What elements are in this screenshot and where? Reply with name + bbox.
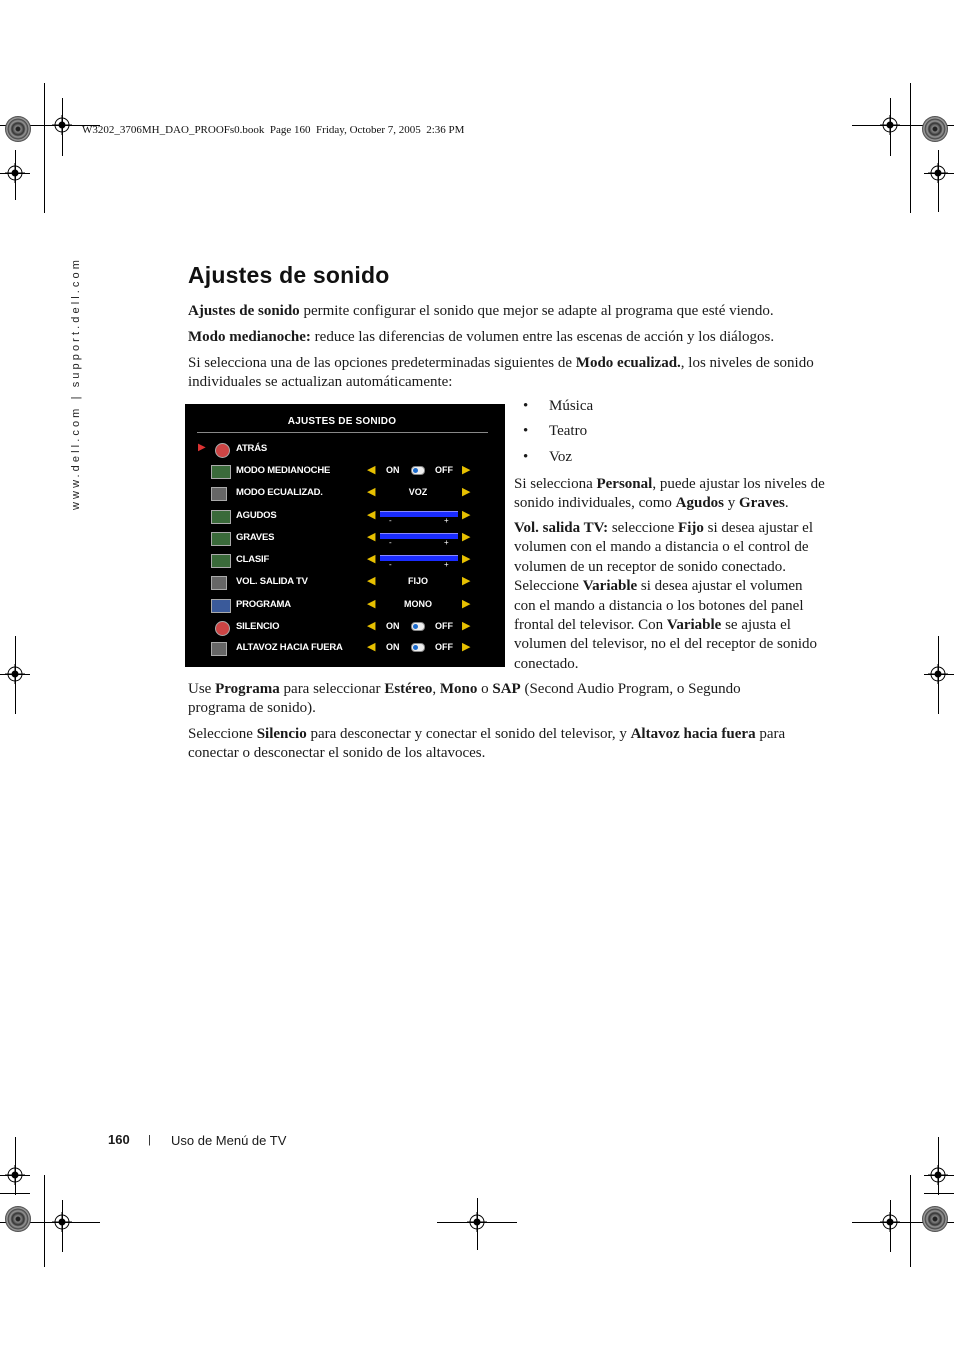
color-target-icon: [5, 1206, 31, 1232]
toggle-icon: [411, 622, 425, 631]
speaker-out-icon: [211, 642, 227, 656]
color-target-icon: [922, 1206, 948, 1232]
arrow-left-icon: ◀: [367, 486, 376, 498]
speaker-icon: [211, 487, 227, 501]
osd-row-programa: PROGRAMA ◀ MONO ▶: [185, 597, 505, 619]
osd-divider: [197, 432, 488, 433]
bass-icon: [211, 532, 231, 546]
mute-icon: [215, 621, 230, 636]
arrow-left-icon: ◀: [367, 598, 376, 610]
osd-row-modo-medianoche: MODO MEDIANOCHE ◀ ON OFF ▶: [185, 463, 505, 485]
color-target-icon: [5, 116, 31, 142]
arrow-left-icon: ◀: [367, 509, 376, 521]
tv-osd-menu: [185, 404, 505, 667]
osd-row-vol-salida-tv: VOL. SALIDA TV ◀ FIJO ▶: [185, 574, 505, 596]
paragraph-programa: Use Programa para seleccionar Estéreo, Mono o SAP (Second Audio Program, o Segundo programa de sonido).: [188, 681, 741, 717]
paragraph-intro: Ajustes de sonido permite configurar el sonido que mejor se adapte al programa que esté viendo.: [188, 303, 774, 319]
registration-mark-icon: [5, 163, 25, 183]
arrow-right-icon: ▶: [462, 620, 471, 632]
arrow-left-icon: ◀: [367, 575, 376, 587]
registration-mark-icon: [880, 115, 900, 135]
arrow-right-icon: ▶: [462, 575, 471, 587]
osd-row-atras: ▶ ATRÁS: [185, 441, 505, 463]
audio-out-icon: [211, 576, 227, 590]
paragraph-silencio: Seleccione Silencio para desconectar y conectar el sonido del televisor, y Altavoz hacia fuera para conectar o desconectar el sonido de los altavoces.: [188, 726, 786, 762]
arrow-right-icon: ▶: [462, 553, 471, 565]
registration-mark-icon: [928, 1165, 948, 1185]
program-icon: [211, 599, 231, 613]
registration-mark-icon: [5, 1165, 25, 1185]
registration-mark-icon: [5, 664, 25, 684]
osd-row-silencio: SILENCIO ◀ ON OFF ▶: [185, 619, 505, 641]
paragraph-equalizer: Si selecciona una de las opciones predeterminadas siguientes de Modo ecualizad., los niveles de sonido individuales se actualizan automáticamente:: [188, 355, 814, 391]
color-target-icon: [922, 116, 948, 142]
osd-row-agudos: AGUDOS ◀ - + ▶: [185, 508, 505, 530]
paragraph-personal: Si selecciona Personal, puede ajustar los niveles de sonido individuales, como Agudos y Graves.: [514, 476, 825, 512]
arrow-right-icon: ▶: [462, 464, 471, 476]
arrow-right-icon: ▶: [462, 486, 471, 498]
footer-separator: |: [148, 1134, 151, 1146]
treble-icon: [211, 510, 231, 524]
arrow-right-icon: ▶: [462, 509, 471, 521]
side-url: www.dell.com | support.dell.com: [70, 256, 82, 510]
arrow-left-icon: ◀: [367, 531, 376, 543]
arrow-right-icon: ▶: [462, 531, 471, 543]
arrow-right-icon: ▶: [462, 641, 471, 653]
arrow-left-icon: ◀: [367, 553, 376, 565]
midnight-mode-icon: [211, 465, 231, 479]
osd-title: AJUSTES DE SONIDO: [287, 416, 397, 427]
registration-mark-icon: [880, 1212, 900, 1232]
back-icon: [215, 443, 230, 458]
osd-row-clasif: CLASIF ◀ - + ▶: [185, 552, 505, 574]
registration-mark-icon: [52, 115, 72, 135]
toggle-icon: [411, 466, 425, 475]
registration-mark-icon: [928, 664, 948, 684]
arrow-left-icon: ◀: [367, 620, 376, 632]
osd-row-modo-ecualizad: MODO ECUALIZAD. ◀ VOZ ▶: [185, 485, 505, 507]
arrow-right-icon: ▶: [462, 598, 471, 610]
page-number: 160: [108, 1132, 130, 1147]
page-title: Ajustes de sonido: [188, 262, 390, 288]
footer-section: Uso de Menú de TV: [171, 1133, 287, 1148]
print-slug: W3202_3706MH_DAO_PROOFs0.book Page 160 Friday, October 7, 2005 2:36 PM: [82, 124, 465, 136]
toggle-icon: [411, 643, 425, 652]
osd-row-altavoz-hacia-fuera: ALTAVOZ HACIA FUERA ◀ ON OFF ▶: [185, 640, 505, 662]
arrow-left-icon: ◀: [367, 464, 376, 476]
selector-arrow-icon: ▶: [198, 442, 206, 453]
arrow-left-icon: ◀: [367, 641, 376, 653]
registration-mark-icon: [52, 1212, 72, 1232]
registration-mark-icon: [928, 163, 948, 183]
paragraph-midnight: Modo medianoche: reduce las diferencias de volumen entre las escenas de acción y los diálogos.: [188, 329, 775, 345]
osd-row-graves: GRAVES ◀ - + ▶: [185, 530, 505, 552]
registration-mark-icon: [467, 1212, 487, 1232]
paragraph-vol-salida: Vol. salida TV: seleccione Fijo si desea ajustar el volumen con el mando a distancia o el control de volumen de un receptor de sonido conectado. Seleccione Variable si desea ajustar el volumen con el mando a distancia o los botones del panel frontal del televisor. Con Variable se ajusta el volumen del televisor, no el del receptor de sonido conectado.: [514, 520, 818, 672]
balance-icon: [211, 554, 231, 568]
